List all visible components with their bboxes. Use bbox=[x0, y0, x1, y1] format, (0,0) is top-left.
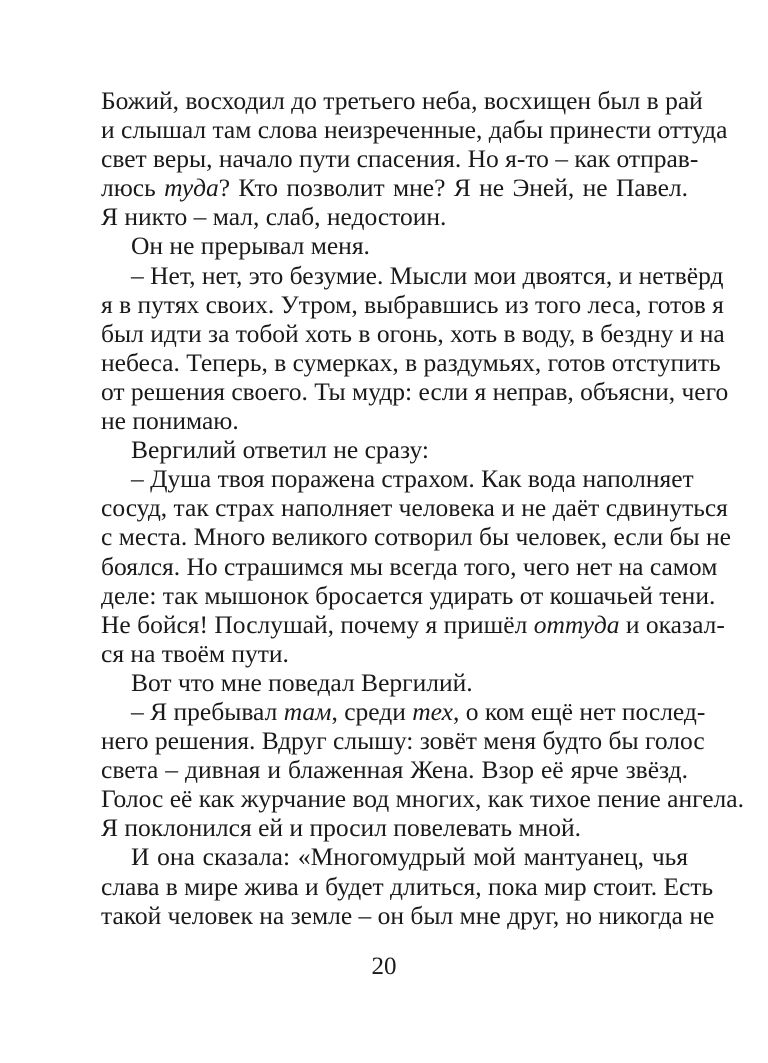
text-line bbox=[101, 784, 744, 814]
italic-run: тех bbox=[412, 696, 453, 726]
text-run: от решения своего. Ты мудр: если я неправ, объясни, чего bbox=[101, 376, 729, 406]
text-line bbox=[101, 173, 688, 202]
text-line bbox=[101, 726, 705, 756]
text-run: ? Кто позволит мне? Я не Эней, не Павел. bbox=[218, 173, 688, 203]
text-line bbox=[101, 871, 714, 901]
page-number: 20 bbox=[371, 953, 397, 980]
text-run: Я никто – мал, слаб, недостоин. bbox=[101, 202, 447, 232]
text-line bbox=[101, 144, 699, 174]
text-line bbox=[101, 318, 725, 348]
text-run: небеса. Теперь, в сумерках, в раздумьях, готов отступить bbox=[101, 347, 721, 377]
text-run: Я поклонился ей и просил повелевать мной. bbox=[101, 813, 582, 843]
text-run: не понимаю. bbox=[101, 406, 239, 436]
text-run: Не бойся! Послушай, почему я пришёл bbox=[101, 609, 534, 639]
text-run: Голос её как журчание вод многих, как тихое пение ангела. bbox=[101, 784, 744, 814]
text-line bbox=[101, 900, 715, 930]
text-run: И она сказала: «Многомудрый мой мантуанец, чья bbox=[131, 842, 688, 872]
text-line bbox=[101, 696, 706, 726]
paragraph bbox=[101, 696, 744, 843]
text-run: света – дивная и блаженная Жена. Взор её ярче звёзд. bbox=[101, 755, 688, 785]
italic-run: оттуда bbox=[533, 609, 620, 639]
text-line bbox=[101, 609, 725, 639]
text-run: люсь bbox=[101, 173, 165, 203]
paragraph bbox=[101, 435, 688, 464]
text-run: Божий, восходил до третьего неба, восхищен был в рай bbox=[101, 86, 703, 115]
text-line bbox=[101, 231, 688, 260]
text-line bbox=[101, 289, 724, 319]
text-run: ся на твоём пути. bbox=[101, 638, 289, 668]
paragraph bbox=[101, 668, 688, 697]
text-run: свет веры, начало пути спасения. Но я-то – как отправ- bbox=[101, 144, 699, 174]
text-line bbox=[101, 813, 688, 842]
text-line bbox=[101, 580, 716, 610]
text-run: с места. Много великого сотворил бы человек, если бы не bbox=[101, 522, 731, 552]
text-run: и оказал- bbox=[619, 609, 725, 639]
text-run: , среди bbox=[331, 696, 413, 726]
paragraph bbox=[101, 260, 729, 436]
text-line bbox=[101, 755, 688, 784]
text-run: и слышал там слова неизреченные, дабы принести оттуда bbox=[101, 115, 728, 145]
text-run: Вот что мне поведал Вергилий. bbox=[131, 667, 473, 697]
paragraph bbox=[101, 231, 688, 260]
page-body-text bbox=[101, 86, 744, 930]
text-line bbox=[101, 435, 688, 464]
text-line bbox=[101, 842, 688, 871]
text-run: сосуд, так страх наполняет человека и не даёт сдвинуться bbox=[101, 493, 728, 523]
text-line bbox=[101, 202, 688, 231]
italic-run: там bbox=[283, 696, 332, 726]
text-line bbox=[101, 551, 718, 581]
text-line bbox=[101, 406, 688, 435]
paragraph bbox=[101, 86, 728, 232]
text-run: деле: так мышонок бросается удирать от кошачьей тени. bbox=[101, 580, 716, 610]
text-line bbox=[101, 115, 728, 145]
text-run: – Душа твоя поражена страхом. Как вода наполняет bbox=[131, 464, 694, 494]
text-run: , о ком ещё нет послед- bbox=[452, 696, 706, 726]
text-run: – Я пребывал bbox=[131, 696, 284, 726]
text-line bbox=[101, 639, 688, 668]
text-run: слава в мире жива и будет длиться, пока мир стоит. Есть bbox=[101, 871, 714, 901]
text-run: такой человек на земле – он был мне друг, но никогда не bbox=[101, 900, 715, 930]
text-line bbox=[101, 260, 724, 290]
text-line bbox=[101, 522, 731, 552]
text-line bbox=[101, 376, 729, 406]
text-run: я в путях своих. Утром, выбравшись из того леса, готов я bbox=[101, 289, 724, 319]
text-line bbox=[101, 493, 728, 523]
text-line bbox=[101, 347, 721, 377]
text-run: – Нет, нет, это безумие. Мысли мои двоятся, и нетвёрд bbox=[131, 260, 724, 290]
text-line bbox=[101, 86, 703, 115]
text-run: него решения. Вдруг слышу: зовёт меня будто бы голос bbox=[101, 726, 705, 756]
italic-run: туда bbox=[164, 173, 219, 203]
text-run: Вергилий ответил не сразу: bbox=[131, 435, 429, 465]
paragraph bbox=[101, 842, 715, 930]
paragraph bbox=[101, 464, 731, 668]
text-line bbox=[101, 668, 688, 697]
text-run: Он не прерывал меня. bbox=[131, 231, 370, 261]
text-run: был идти за тобой хоть в огонь, хоть в воду, в бездну и на bbox=[101, 318, 725, 348]
text-line bbox=[101, 464, 694, 494]
text-run: боялся. Но страшимся мы всегда того, чего нет на самом bbox=[101, 551, 718, 581]
